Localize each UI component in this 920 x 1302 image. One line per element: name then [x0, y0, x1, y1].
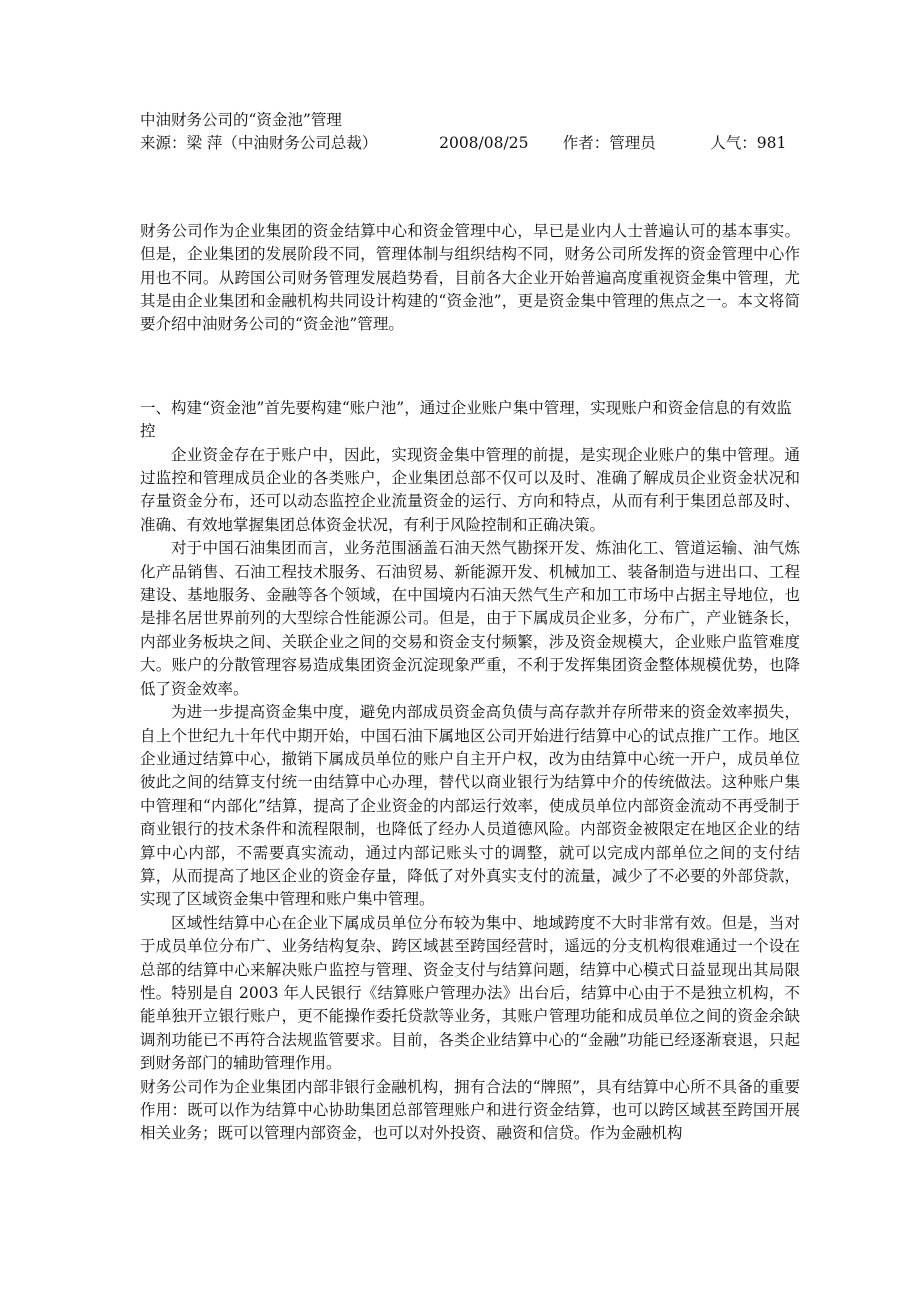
article-title: 中油财务公司的“资金池”管理: [140, 111, 342, 129]
intro-paragraph: 财务公司作为企业集团的资金结算中心和资金管理中心，早已是业内人士普遍认可的基本事实。但是，企业集团的发展阶段不同，管理体制与组织结构不同，财务公司所发挥的资金管理中心作用也不同。从跨国公司财务管理发展趋势看，目前各大企业开始普遍高度重视资金集中管理，尤其是由企业集团和金融机构共同设计构建的“资金池”，更是资金集中管理的焦点之一。本文将简要介绍中油财务公司的“资金池”管理。: [140, 221, 800, 334]
meta-date: 2008/08/25: [439, 134, 529, 153]
article-body: [140, 109, 800, 1146]
body-paragraph: 企业资金存在于账户中，因此，实现资金集中管理的前提，是实现企业账户的集中管理。通过监控和管理成员企业的各类账户，企业集团总部不仅可以及时、准确了解成员企业资金状况和存量资金分布，还可以动态监控企业流量资金的运行、方向和特点，从而有利于集团总部及时、准确、有效地掌握集团总体资金状况，有利于风险控制和正确决策。: [140, 445, 800, 534]
meta-source: 来源：梁 萍（中油财务公司总裁）: [140, 134, 378, 153]
section-heading: 一、构建“资金池”首先要构建“账户池”，通过企业账户集中管理，实现账户和资金信息的有效监控: [140, 398, 792, 441]
meta-author: 作者：管理员: [562, 134, 656, 153]
meta-views: 人气：981: [710, 134, 787, 153]
body-paragraph: 对于中国石油集团而言，业务范围涵盖石油天然气勘探开发、炼油化工、管道运输、油气炼化产品销售、石油工程技术服务、石油贸易、新能源开发、机械加工、装备制造与进出口、工程建设、基地服务、金融等各个领域，在中国境内石油天然气生产和加工市场中占据主导地位，也是排名居世界前列的大型综合性能源公司。但是，由于下属成员企业多，分布广，产业链条长，内部业务板块之间、关联企业之间的交易和资金支付频繁，涉及资金规模大，企业账户监管难度大。账户的分散管理容易造成集团资金沉淀现象严重，不利于发挥集团资金整体规模优势，也降低了资金效率。: [140, 539, 800, 698]
body-paragraph: 区域性结算中心在企业下属成员单位分布较为集中、地域跨度不大时非常有效。但是，当对于成员单位分布广、业务结构复杂、跨区域甚至跨国经营时，遥远的分支机构很难通过一个设在总部的结算中心来解决账户监控与管理、资金支付与结算问题，结算中心模式日益显现出其局限性。特别是自 2003 年人民银行《结算账户管理办法》出台后，结算中心由于不是独立机构，不能单独开立银行账户，更不能操作委托贷款等业务，其账户管理功能和成员单位之间的资金余缺调剂功能已不再符合法规监管要求。目前，各类企业结算中心的“金融”功能已经逐渐衰退，只起到财务部门的辅助管理作用。: [140, 913, 800, 1073]
body-paragraph: 为进一步提高资金集中度，避免内部成员资金高负债与高存款并存所带来的资金效率损失，自上个世纪九十年代中期开始，中国石油下属地区公司开始进行结算中心的试点推广工作。地区企业通过结算中心，撤销下属成员单位的账户自主开户权，改为由结算中心统一开户，成员单位彼此之间的结算支付统一由结算中心办理，替代以商业银行为结算中介的传统做法。这种账户集中管理和“内部化”结算，提高了企业资金的内部运行效率，使成员单位内部资金流动不再受制于商业银行的技术条件和流程限制，也降低了经办人员道德风险。内部资金被限定在地区企业的结算中心内部，不需要真实流动，通过内部记账头寸的调整，就可以完成内部单位之间的支付结算，从而提高了地区企业的资金存量，降低了对外真实支付的流量，减少了不必要的外部贷款，实现了区域资金集中管理和账户集中管理。: [140, 703, 800, 909]
article-meta: [140, 132, 800, 155]
closing-paragraph: 财务公司作为企业集团内部非银行金融机构，拥有合法的“牌照”，具有结算中心所不具备的重要作用：既可以作为结算中心协助集团总部管理账户和进行资金结算，也可以跨区域甚至跨国开展相关业务；既可以管理内部资金，也可以对外投资、融资和信贷。作为金融机构: [140, 1077, 800, 1143]
